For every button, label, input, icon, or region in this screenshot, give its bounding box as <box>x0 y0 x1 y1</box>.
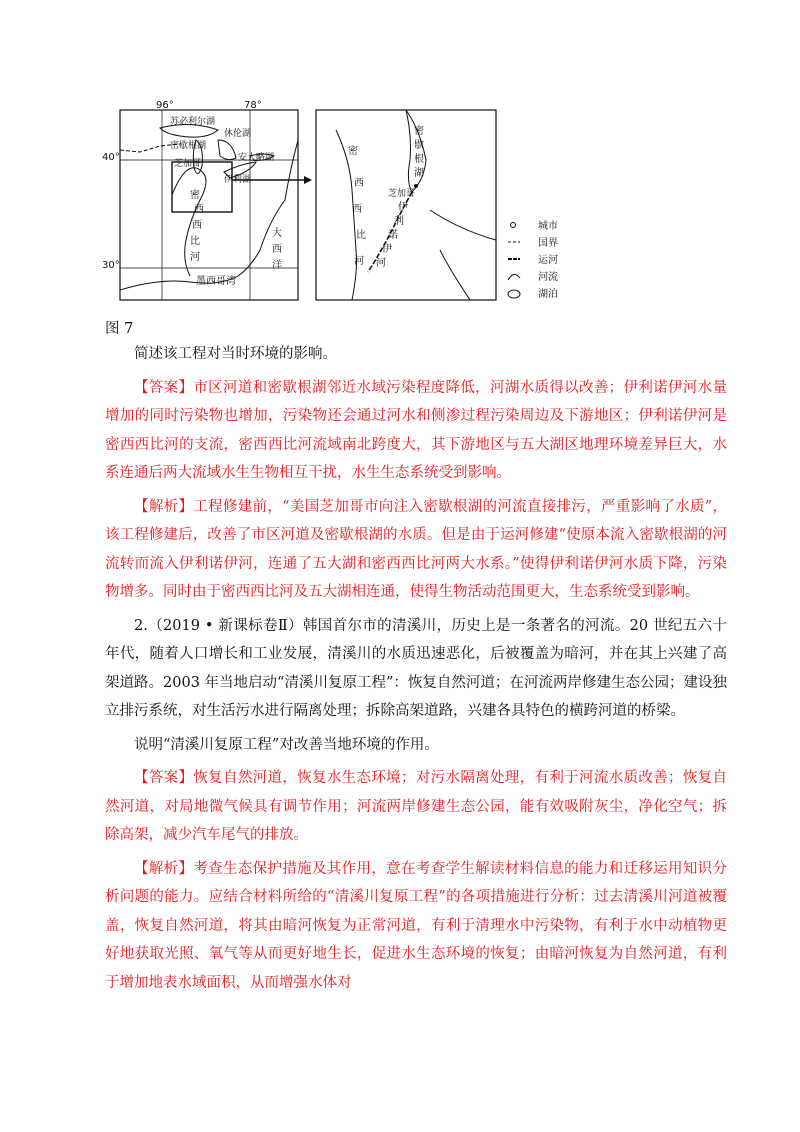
q2-question: 说明“清溪川复原工程”对改善当地环境的作用。 <box>134 736 439 753</box>
label-he: 河 <box>190 252 200 263</box>
document-body <box>105 340 727 1002</box>
legend-river-icon <box>508 274 520 280</box>
q2-answer-text: 恢复自然河道，恢复水生态环境；对污水隔离处理，有利于河流水质改善；恢复自然河道，对局地微气候具有调节作用；河流两岸修建生态公园，能有效吸附灰尘，净化空气；拆除高架，减少汽车尾气的排放。 <box>105 770 728 843</box>
label-mi-1: 密 <box>190 190 200 201</box>
lon-label-78: 78° <box>244 100 262 111</box>
r-label-yi-2: 伊 <box>382 244 392 255</box>
q1-answer <box>105 374 727 488</box>
r-label-xi-1: 西 <box>354 178 364 189</box>
q1-answer-tag: 【答案】 <box>134 379 194 396</box>
q1-analysis-tag: 【解析】 <box>134 498 194 515</box>
r-label-gen: 根 <box>414 154 424 165</box>
left-map-frame <box>120 110 298 300</box>
label-yang: 洋 <box>272 260 282 271</box>
q1-analysis-text: 工程修建前，“美国芝加哥市向注入密歇根湖的河流直接排污，严重影响了水质”，该工程修建后，改善了市区河道及密歇根湖的水质。但是由于运河修建“使原本流入密歇根湖的河流转而流入伊利诺伊河，连通了五大湖和密西西比河两大水系。”使得伊利诺伊河水质下降，污染物增多。同时由于密西西比河及五大湖相连通，使得生物活动范围更大，生态系统受到影响。 <box>105 498 728 600</box>
right-tributary <box>430 210 496 240</box>
r-label-chicago: 芝加哥 <box>388 189 416 199</box>
legend-canal-label: 运河 <box>538 255 558 266</box>
q1-answer-text: 市区河道和密歇根湖邻近水域污染程度降低，河湖水质得以改善；伊利诺伊河水量增加的同时污染物也增加，污染物还会通过河水和侧渗过程污染周边及下游地区；伊利诺伊河是密西西比河的支流，密西西比河流域南北跨度大，其下游地区与五大湖区地理环境差异巨大，水系连通后两大流域水生生物相互干扰，水生生态系统受到影响。 <box>105 379 728 481</box>
r-label-he: 河 <box>354 256 364 267</box>
legend-lake-label: 湖泊 <box>538 289 558 300</box>
r-label-mi-2: 密 <box>348 146 358 157</box>
label-michigan: 密歇根湖 <box>170 141 207 151</box>
r-label-yi-1: 伊 <box>398 202 408 213</box>
lat-label-30: 30° <box>102 260 120 271</box>
label-xi-3: 西 <box>272 244 282 255</box>
label-chicago: 芝加哥 <box>174 159 202 169</box>
map-figure <box>102 100 680 305</box>
q1-question: 简述该工程对当时环境的影响。 <box>134 346 337 362</box>
r-label-mi: 密 <box>414 126 424 137</box>
label-gulf: 墨西哥湾 <box>196 276 236 287</box>
q1-analysis <box>105 493 727 607</box>
label-erie: 伊利湖 <box>224 175 252 185</box>
lat-label-40: 40° <box>102 152 120 163</box>
q2-answer-tag: 【答案】 <box>134 770 194 786</box>
r-label-xie: 歇 <box>414 140 424 151</box>
right-tributary-2 <box>440 250 470 300</box>
r-label-bi: 比 <box>356 230 366 241</box>
lake-huron-shape <box>218 140 236 160</box>
map-legend <box>508 219 558 300</box>
legend-city-label: 城市 <box>538 221 558 232</box>
label-superior: 苏必利尔湖 <box>170 117 216 127</box>
q2-analysis <box>105 855 727 998</box>
great-lakes-mississippi-map <box>102 100 680 305</box>
q2-analysis-text: 考查生态保护措施及其作用，意在考查学生解读材料信息的能力和迁移运用知识分析问题的能力。应结合材料所给的“清溪川复原工程”的各项措施进行分析：过去清溪川河道被覆盖，恢复自然河道，将其由暗河恢复为正常河道，有利于清理水中污染物，有利于水中动植物更好地获取光照、氧气等从而更好地生长，促进水生态环境的恢复；由暗河恢复为自然河道，有利于增加地表水域面积，从而增强水体对 <box>105 860 728 991</box>
label-bi: 比 <box>190 236 200 247</box>
legend-river-label: 河流 <box>538 272 558 283</box>
r-label-hu: 湖 <box>414 168 424 179</box>
legend-border-label: 国界 <box>538 238 558 249</box>
label-huron: 休伦湖 <box>224 129 252 139</box>
q2-stem: 2.（2019 • 新课标卷Ⅱ）韩国首尔市的清溪川，历史上是一条著名的河流。20 世纪五六十年代，随着人口增长和工业发展，清溪川的水质迅速恶化，后被覆盖为暗河，并在其上兴建了高架道路。2003 年当地启动“清溪川复原工程”：恢复自然河道；在河流两岸修建生态公园；建设独立排污系统，对生活污水进行隔离处理；拆除高架道路，兴建各具特色的横跨河道的桥梁。 <box>105 617 727 719</box>
q2-answer <box>105 764 727 850</box>
chicago-dot <box>414 184 418 188</box>
label-xi-2: 西 <box>192 220 202 231</box>
legend-city-icon <box>511 223 516 228</box>
r-label-he-2: 河 <box>376 258 386 269</box>
label-da: 大 <box>272 228 282 239</box>
zoom-arrow-head <box>304 176 312 184</box>
q2-analysis-tag: 【解析】 <box>134 860 194 877</box>
legend-lake-icon <box>508 290 520 298</box>
lon-label-96: 96° <box>156 100 174 111</box>
right-lake-michigan <box>406 110 426 192</box>
label-xi-1: 西 <box>194 204 204 215</box>
r-label-xi-2: 西 <box>352 204 362 215</box>
r-label-nuo: 诺 <box>388 230 398 241</box>
label-ontario: 安大略湖 <box>238 153 275 163</box>
r-label-li: 利 <box>394 216 404 227</box>
figure-caption: 图 7 <box>105 321 134 337</box>
